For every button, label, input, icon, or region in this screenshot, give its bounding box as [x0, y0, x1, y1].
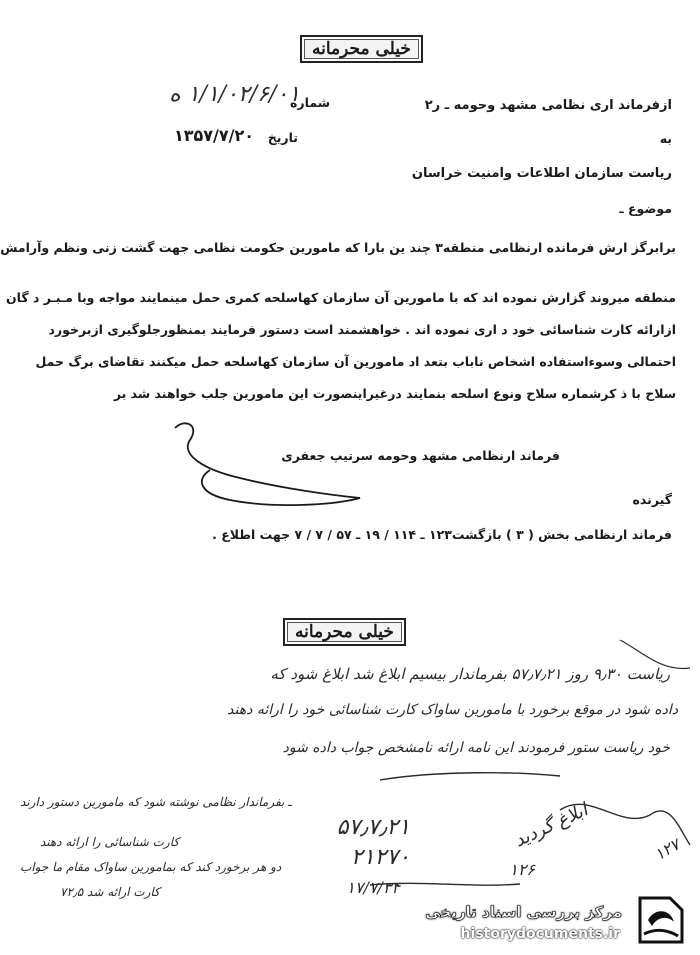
handwritten-line: ریاست ۹٫۳۰ روز ۵۷٫۷٫۲۱ بفرماندار بیسیم ابلاغ شد ابلاغ شود که — [270, 665, 670, 683]
letter-body-line: منطقه میروند گزارش نموده اند که با مامورین آن سازمان کهاسلحه کمری حمل مینمایند مواجه وبا مـبـر د گان — [5, 290, 676, 305]
margin-note-line: ـ بفرماندار نظامی نوشته شود که مامورین دستور دارند — [20, 795, 292, 809]
letter-recipient: ریاست سازمان اطلاعات وامنیت خراسان — [411, 166, 672, 181]
letter-signature-line: فرماند ارنظامی مشهد وحومه سرتیپ جعفری — [281, 448, 560, 463]
handwritten-line: خود ریاست ستور فرمودند این نامه ارائه نامشخص جواب داده شود — [282, 740, 670, 756]
letter-to-label: به — [659, 131, 672, 146]
letter-number-value: ۱/۱/۰۲/۶/۰۱ ه — [169, 82, 300, 107]
letter-cc-label: گیرنده — [632, 492, 672, 507]
archive-logo-icon — [630, 890, 690, 950]
handwritten-line: داده شود در موقع برخورد با مامورین ساواک کارت شناسائی خود را ارائه دهند — [227, 702, 678, 718]
letter-from: ازفرماند اری نظامی مشهد وحومه ـ ر۲ — [424, 98, 672, 113]
archive-name: مرکز بررسی اسناد تاریخی — [425, 903, 622, 921]
handwritten-number-date: ۱۷/۷/۳۴ — [346, 878, 400, 897]
handwritten-date: ۵۷٫۷٫۲۱ — [336, 815, 410, 840]
letter-body-line: ازارائه کارت شناسائی خود د اری نموده اند . خواهشمند است دستور فرمایند بمنظورجلوگیری ازبرخورد — [48, 322, 676, 337]
letter-date-value: ۱۳۵۷/۷/۲۰ — [173, 126, 254, 145]
archive-url[interactable]: historydocuments.ir — [460, 926, 620, 942]
handwritten-number: ۲۱۲۷۰ — [350, 845, 410, 870]
confidential-stamp-bottom: خیلی محرمانه — [283, 618, 406, 646]
letter-date-label: تاریخ — [267, 130, 298, 145]
letter-body-line: سلاح با ذ کرشماره سلاح ونوع اسلحه بنمایند درغیراینصورت این مامورین جلب خواهند شد بر — [113, 386, 676, 401]
letter-number-label: شماره — [290, 95, 330, 110]
letter-cc-line: فرماند ارنظامی بخش ( ۳ ) بازگشت۱۲۳ ـ ۱۱۴ / ۱۹ ـ ۵۷ / ۷ / ۷ جهت اطلاع . — [212, 527, 672, 542]
right-margin-note: ابلاغ گردید — [511, 799, 591, 852]
margin-note-line: کارت ارائه شد ۷۲٫۵ — [60, 885, 160, 899]
letter-body-line: احتمالی وسوءاستفاده اشخاص ناباب بتعد اد مامورین آن سازمان کهاسلحه حمل میکنند تقاضای برگ حمل — [35, 354, 676, 369]
right-margin-number: ۱۲۷ — [651, 834, 684, 865]
letter-subject: موضوع ـ — [619, 201, 672, 216]
letter-body-line: برابرگز ارش فرمانده ارنظامی منطقه۳ چند ین بارا که مامورین حکومت نظامی جهت گشت زنی ونظم وآرامش — [0, 240, 676, 255]
margin-note-line: کارت شناسائی را ارائه دهند — [40, 835, 180, 849]
right-margin-number: ۱۲۶ — [509, 860, 535, 879]
margin-note-line: دو هر برخورد کند که بمامورین ساواک مقام ما جواب — [20, 860, 282, 874]
confidential-stamp-top: خیلی محرمانه — [300, 35, 423, 63]
